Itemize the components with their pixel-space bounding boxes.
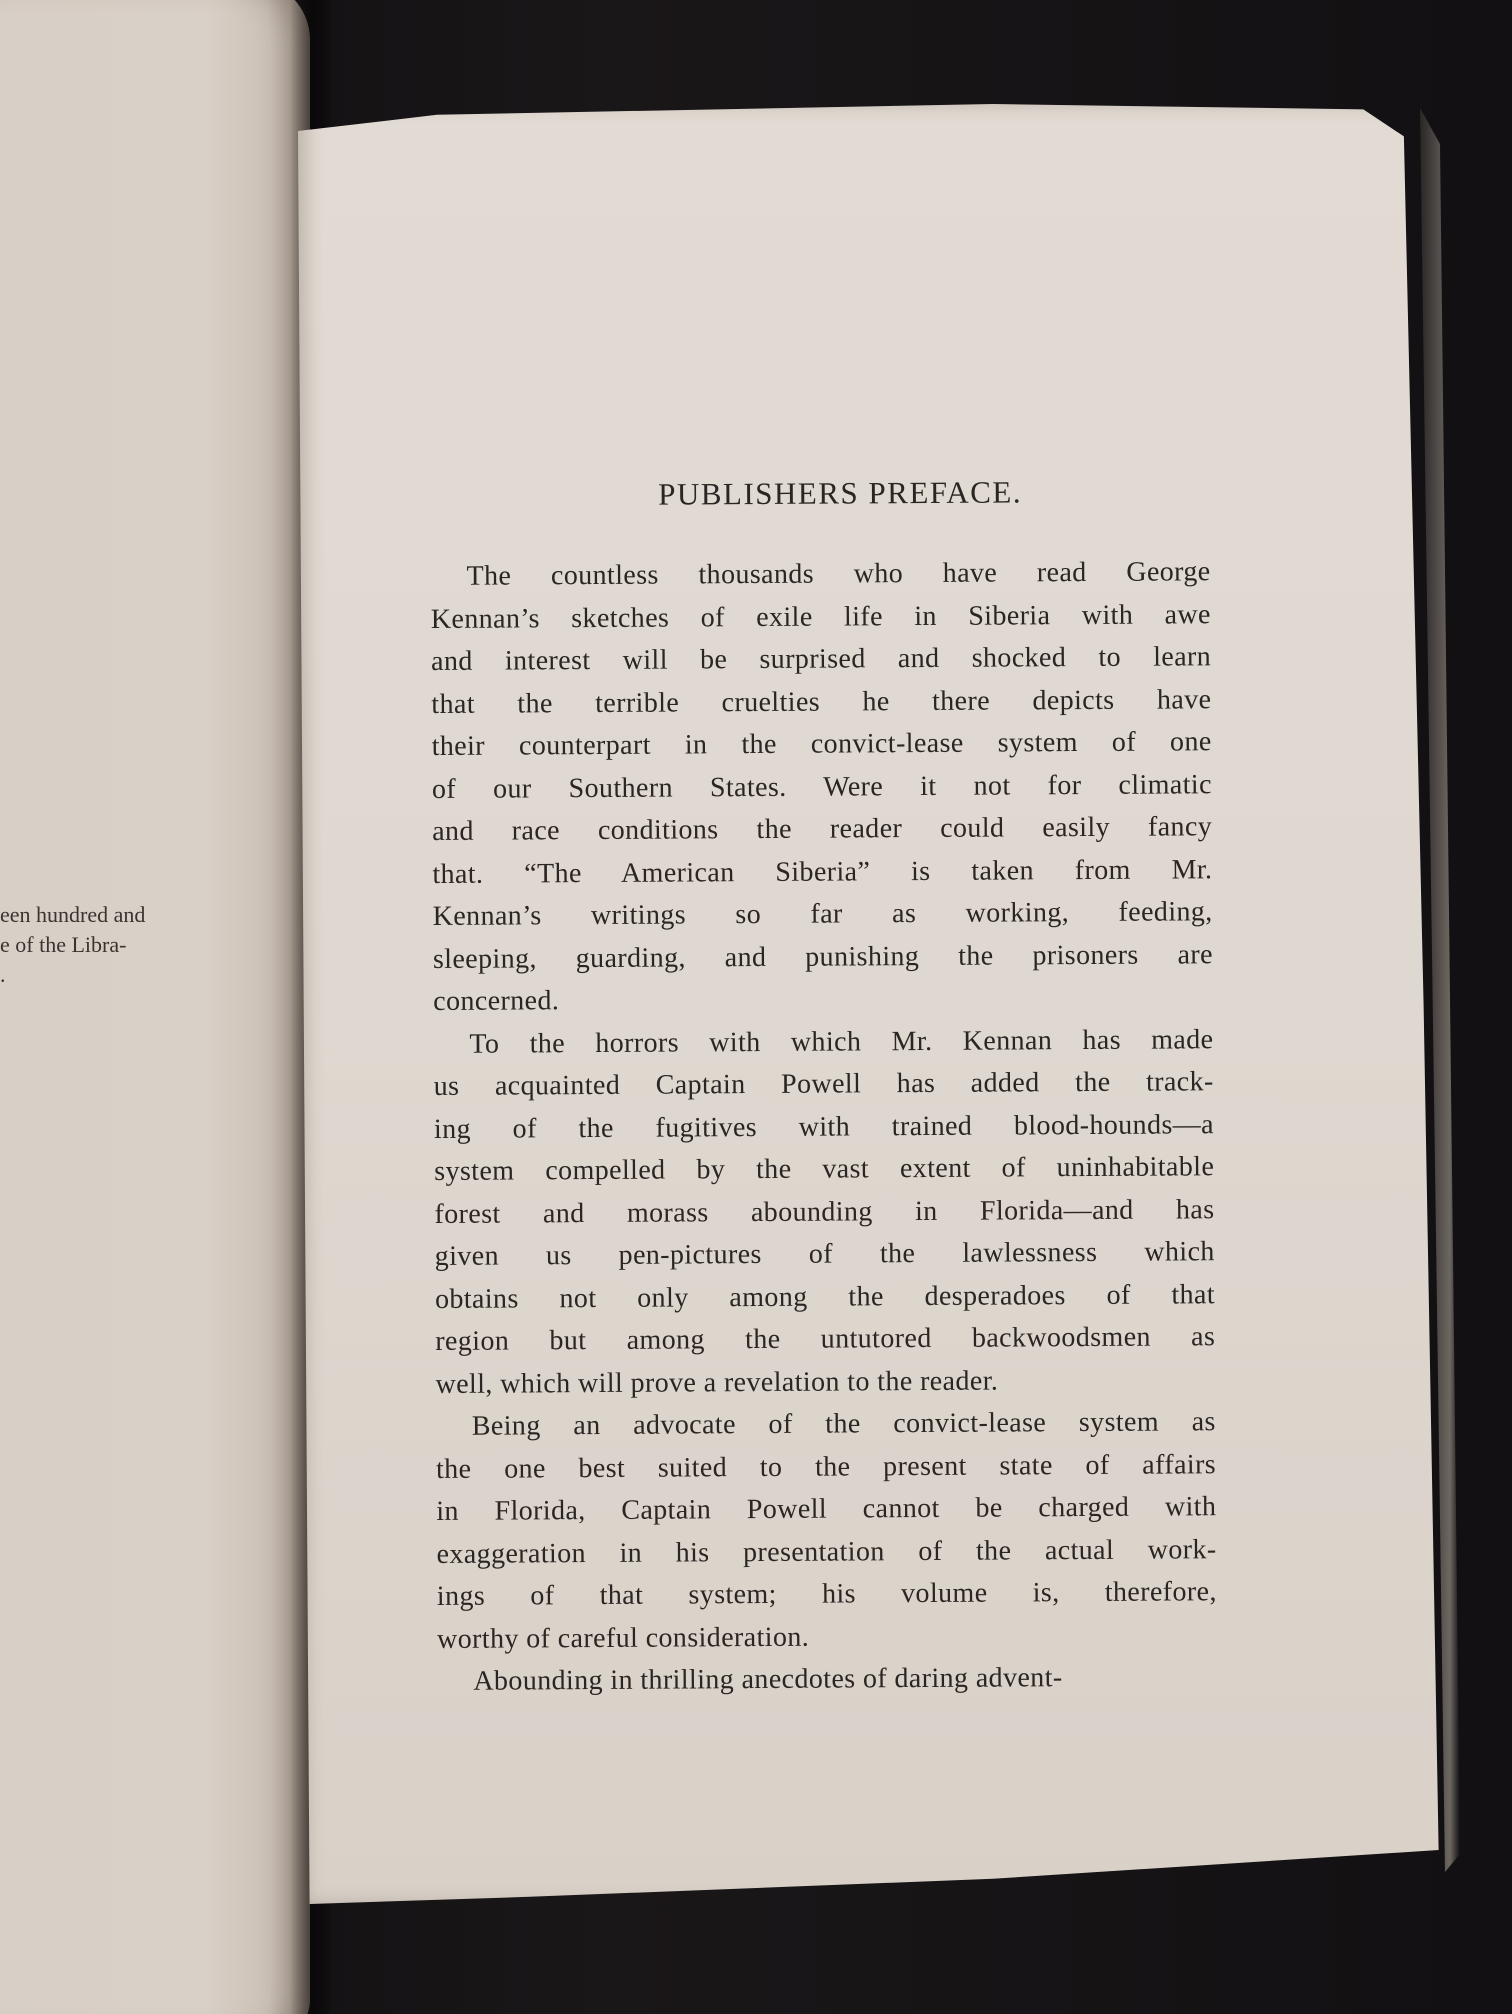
preface-text-block [430,473,1217,1703]
text-line: worthy of careful consideration. [436,1621,810,1655]
text-line: and interest will be surprised and shocked to learn [431,641,1212,677]
text-line: The countless thousands who have read George [466,556,1211,592]
text-line: exaggeration in his presentation of the actual work- [436,1533,1217,1570]
text-line: ing of the fugitives with trained blood-hounds—a [433,1108,1215,1145]
paragraph [430,551,1213,1023]
text-line: Abounding in thrilling anecdotes of daring advent- [473,1662,1063,1697]
text-line: given us pen-pictures of the lawlessness which [434,1236,1215,1272]
page-title: PUBLISHERS PREFACE. [658,474,1023,512]
left-page [0,0,310,2014]
text-line: Being an advocate of the convict-lease system as [471,1406,1216,1442]
text-line: of our Southern States. Were it not for climatic [431,768,1212,805]
text-line: system compelled by the vast extent of uninhabitable [434,1151,1215,1187]
text-line: region but among the untutored backwoodsmen as [435,1321,1216,1357]
left-fragment-line: een hundred and [0,902,146,927]
paragraph [436,1401,1218,1661]
paragraph [437,1656,1217,1703]
text-line: To the horrors with which Mr. Kennan has made [469,1023,1214,1060]
left-fragment-line: . [0,962,6,987]
text-line: that the terrible cruelties he there depicts have [431,683,1212,720]
text-line: and race conditions the reader could easily fancy [432,811,1213,847]
text-line: well, which will prove a revelation to the reader. [435,1365,999,1400]
text-line: sleeping, guarding, and punishing the prisoners are [432,938,1214,975]
text-line: ings of that system; his volume is, therefore, [436,1576,1217,1612]
text-line: Kennan’s sketches of exile life in Siberia with awe [430,598,1211,635]
text-line: concerned. [433,985,560,1017]
text-line: Kennan’s writings so far as working, feeding, [432,896,1213,932]
text-line: obtains not only among the desperadoes of that [434,1278,1216,1315]
text-line: the one best suited to the present state of affairs [435,1448,1217,1485]
preface-body [430,551,1217,1703]
paragraph [433,1019,1215,1406]
text-line: that. “The American Siberia” is taken from Mr. [432,853,1213,890]
text-line: forest and morass abounding in Florida—and has [434,1193,1215,1230]
left-fragment-line: e of the Libra- [0,932,127,957]
left-page-text-fragment [0,900,200,990]
text-line: in Florida, Captain Powell cannot be charged with [436,1491,1217,1527]
text-line: us acquainted Captain Powell has added the track- [433,1066,1214,1102]
text-line: their counterpart in the convict-lease system of one [431,726,1212,762]
